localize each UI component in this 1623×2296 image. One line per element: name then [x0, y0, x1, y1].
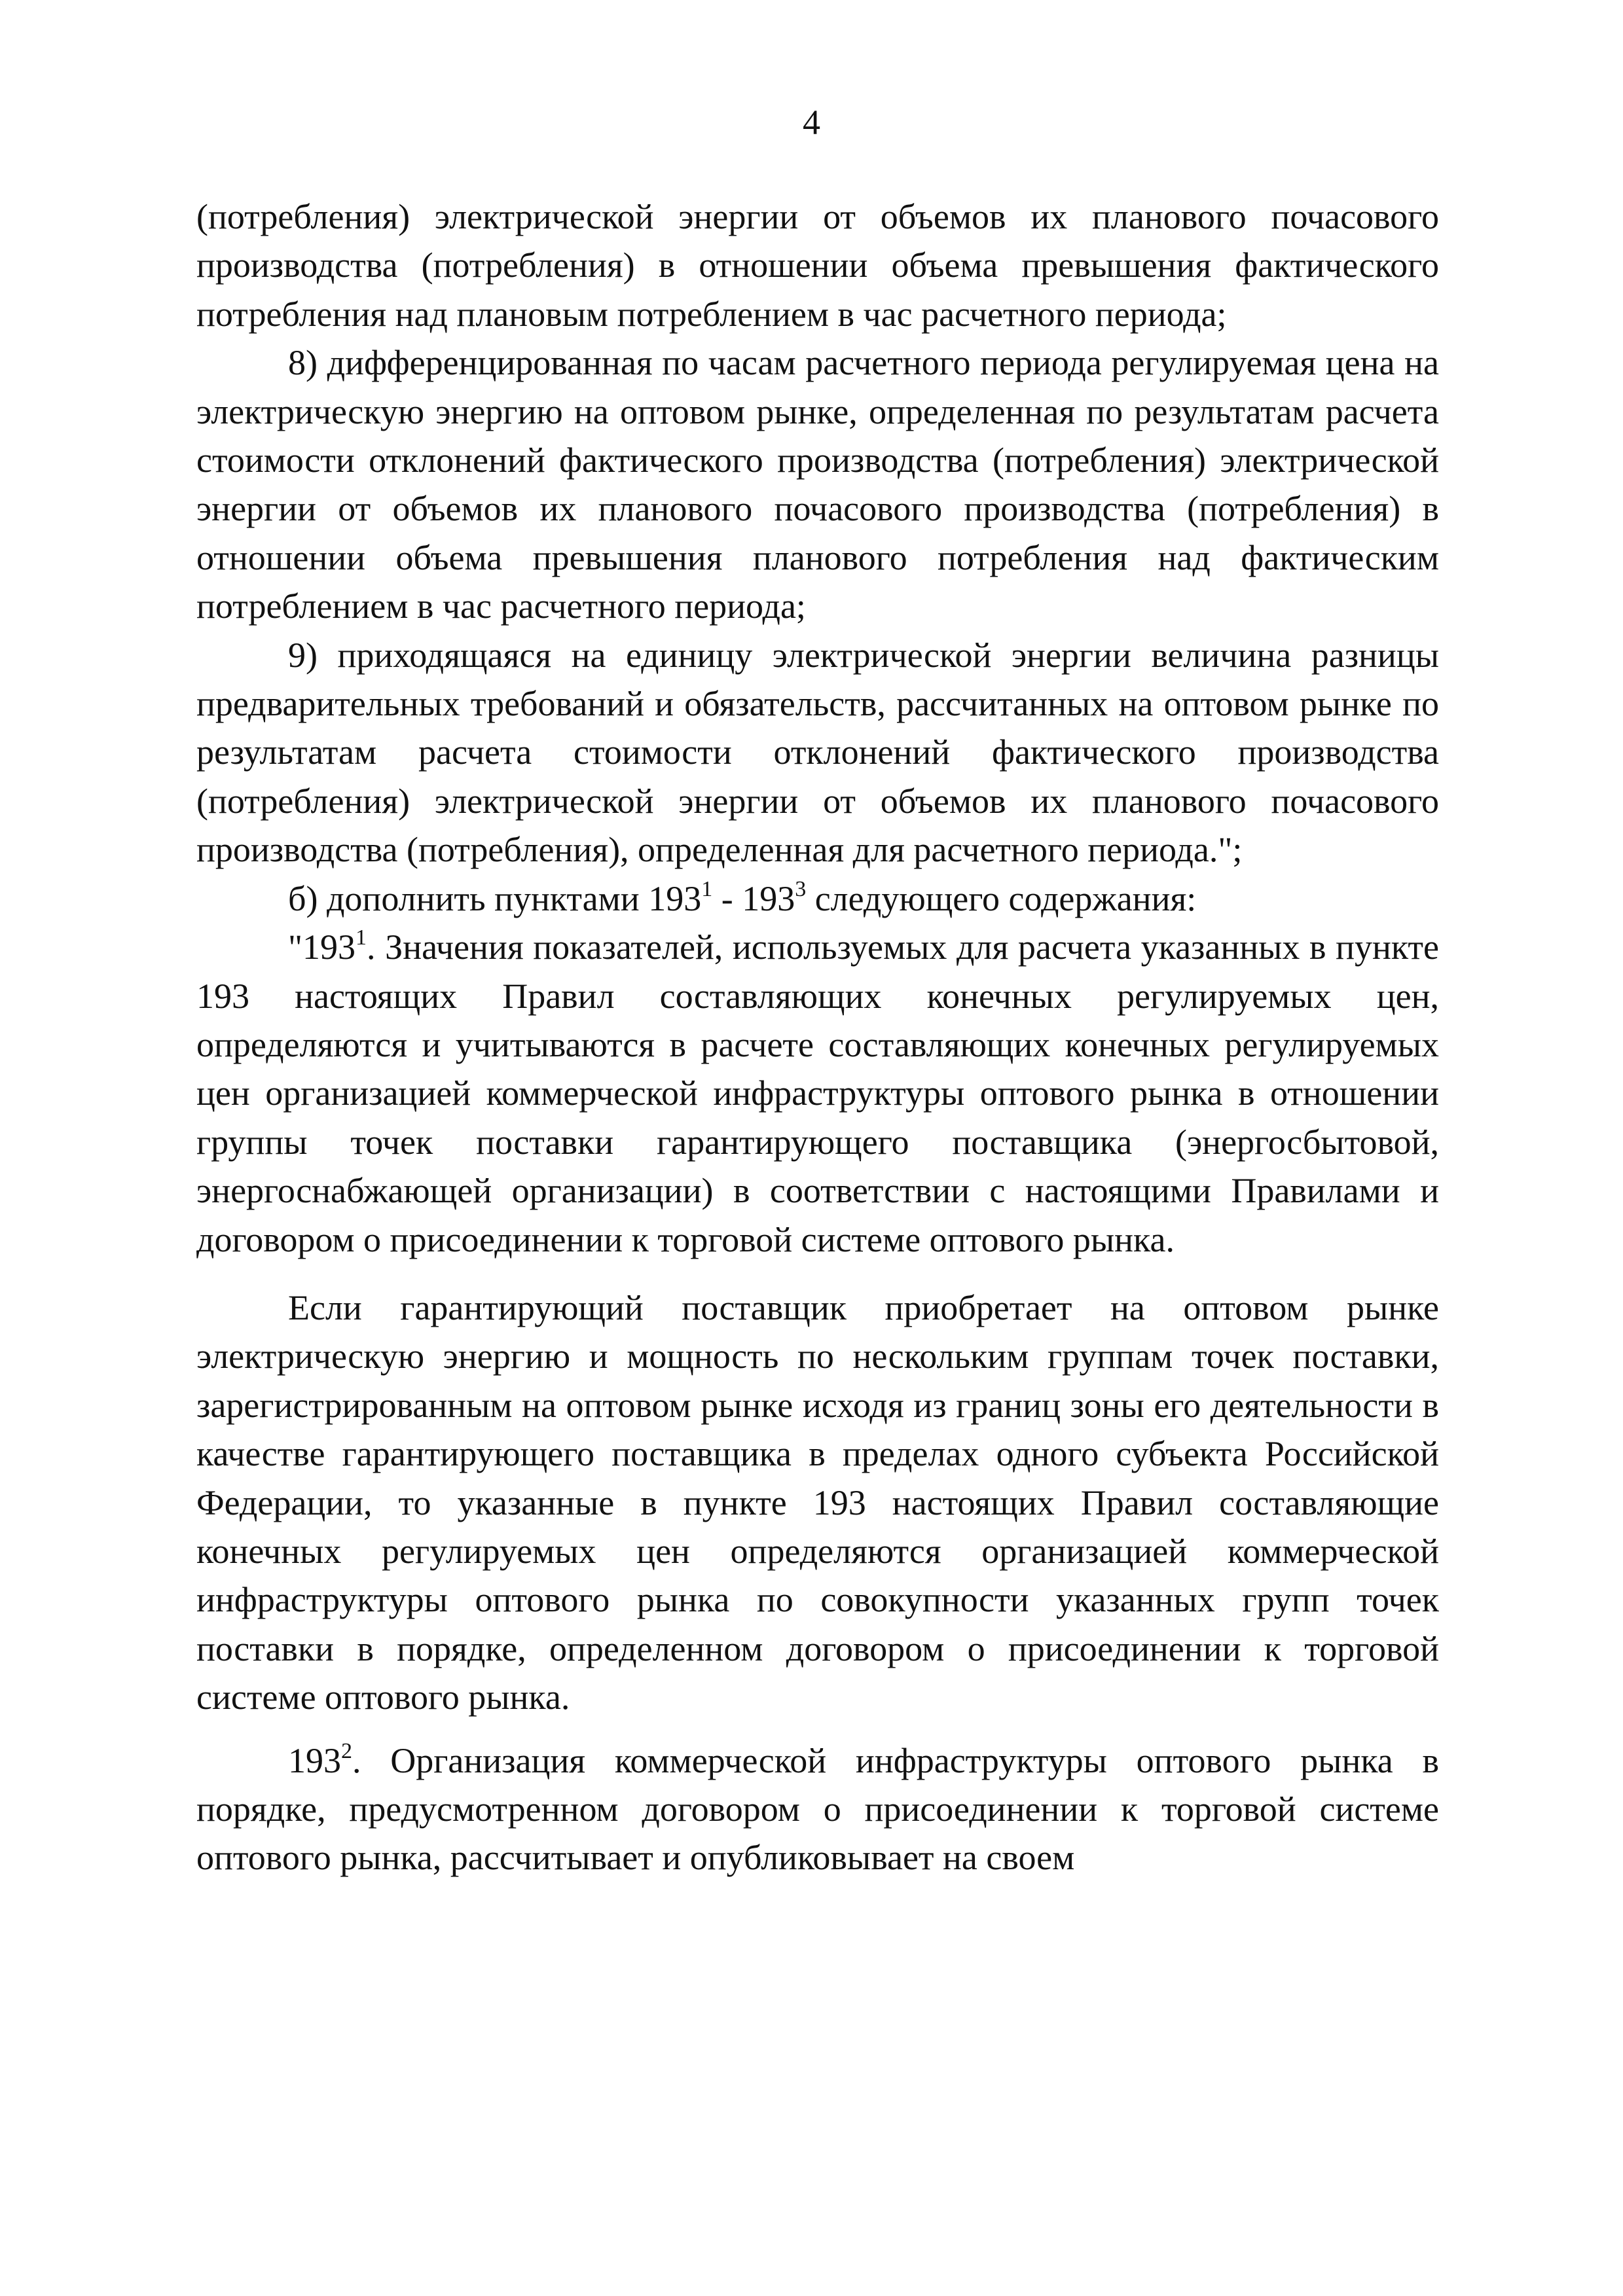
paragraph-item-b [196, 874, 1439, 923]
paragraph-item-9: 9) приходящаяся на единицу электрической энергии величина разницы предварительных требований и обязательств, рассчитанных на оптовом рынке по результатам расчета стоимости отклонений фактического производства (потребления) электрической энергии от объемов их планового почасового производства (потребления), определенная для расчетного периода."; [196, 635, 1439, 870]
paragraph-item-b-text: - 193 [712, 878, 795, 918]
paragraph-193-1-text: "193 [288, 927, 356, 967]
paragraph-continuation: (потребления) электрической энергии от объемов их планового почасового производства (потребления) в отношении объема превышения фактического потребления над плановым потреблением в час расчетного периода; [196, 197, 1439, 334]
paragraph-item-b-text: б) дополнить пунктами 193 [288, 878, 702, 918]
document-body [196, 192, 1439, 1882]
superscript: 1 [356, 925, 367, 950]
page-number: 4 [803, 103, 820, 142]
paragraph-if-supplier: Если гарантирующий поставщик приобретает на оптовом рынке электрическую энергию и мощность по нескольким группам точек поставки, зарегистрированным на оптовом рынке исходя из границ зоны его деятельности в качестве гарантирующего поставщика в пределах одного субъекта Российской Федерации, то указанные в пункте 193 настоящих Правил составляющие конечных регулируемых цен определяются организацией коммерческой инфраструктуры оптового рынка по совокупности указанных групп точек поставки в порядке, определенном договором о присоединении к торговой системе оптового рынка. [196, 1287, 1439, 1717]
superscript: 2 [341, 1738, 352, 1763]
paragraph-193-2-text: 193 [288, 1740, 341, 1780]
paragraph-item-b-text: следующего содержания: [806, 878, 1197, 918]
paragraph-193-1 [196, 923, 1439, 1264]
paragraph-item-8: 8) дифференцированная по часам расчетного периода регулируемая цена на электрическую энергию на оптовом рынке, определенная по результатам расчета стоимости отклонений фактического производства (потребления) электрической энергии от объемов их планового почасового производства (потребления) в отношении объема превышения планового потребления над фактическим потреблением в час расчетного периода; [196, 343, 1439, 626]
paragraph-193-1-text: . Значения показателей, используемых для расчета указанных в пункте 193 настоящих Правил составляющих конечных регулируемых цен, определяются и учитываются в расчете составляющих конечных регулируемых цен организацией коммерческой инфраструктуры оптового рынка в отношении группы точек поставки гарантирующего поставщика (энергосбытовой, энергоснабжающей организации) в соответствии с настоящими Правилами и договором о присоединении к торговой системе оптового рынка. [196, 927, 1439, 1259]
superscript: 3 [795, 876, 807, 901]
paragraph-193-2 [196, 1736, 1439, 1882]
superscript: 1 [701, 876, 713, 901]
paragraph-193-2-text: . Организация коммерческой инфраструктуры оптового рынка в порядке, предусмотренном договором о присоединении к торговой системе оптового рынка, рассчитывает и опубликовывает на своем [196, 1740, 1439, 1878]
